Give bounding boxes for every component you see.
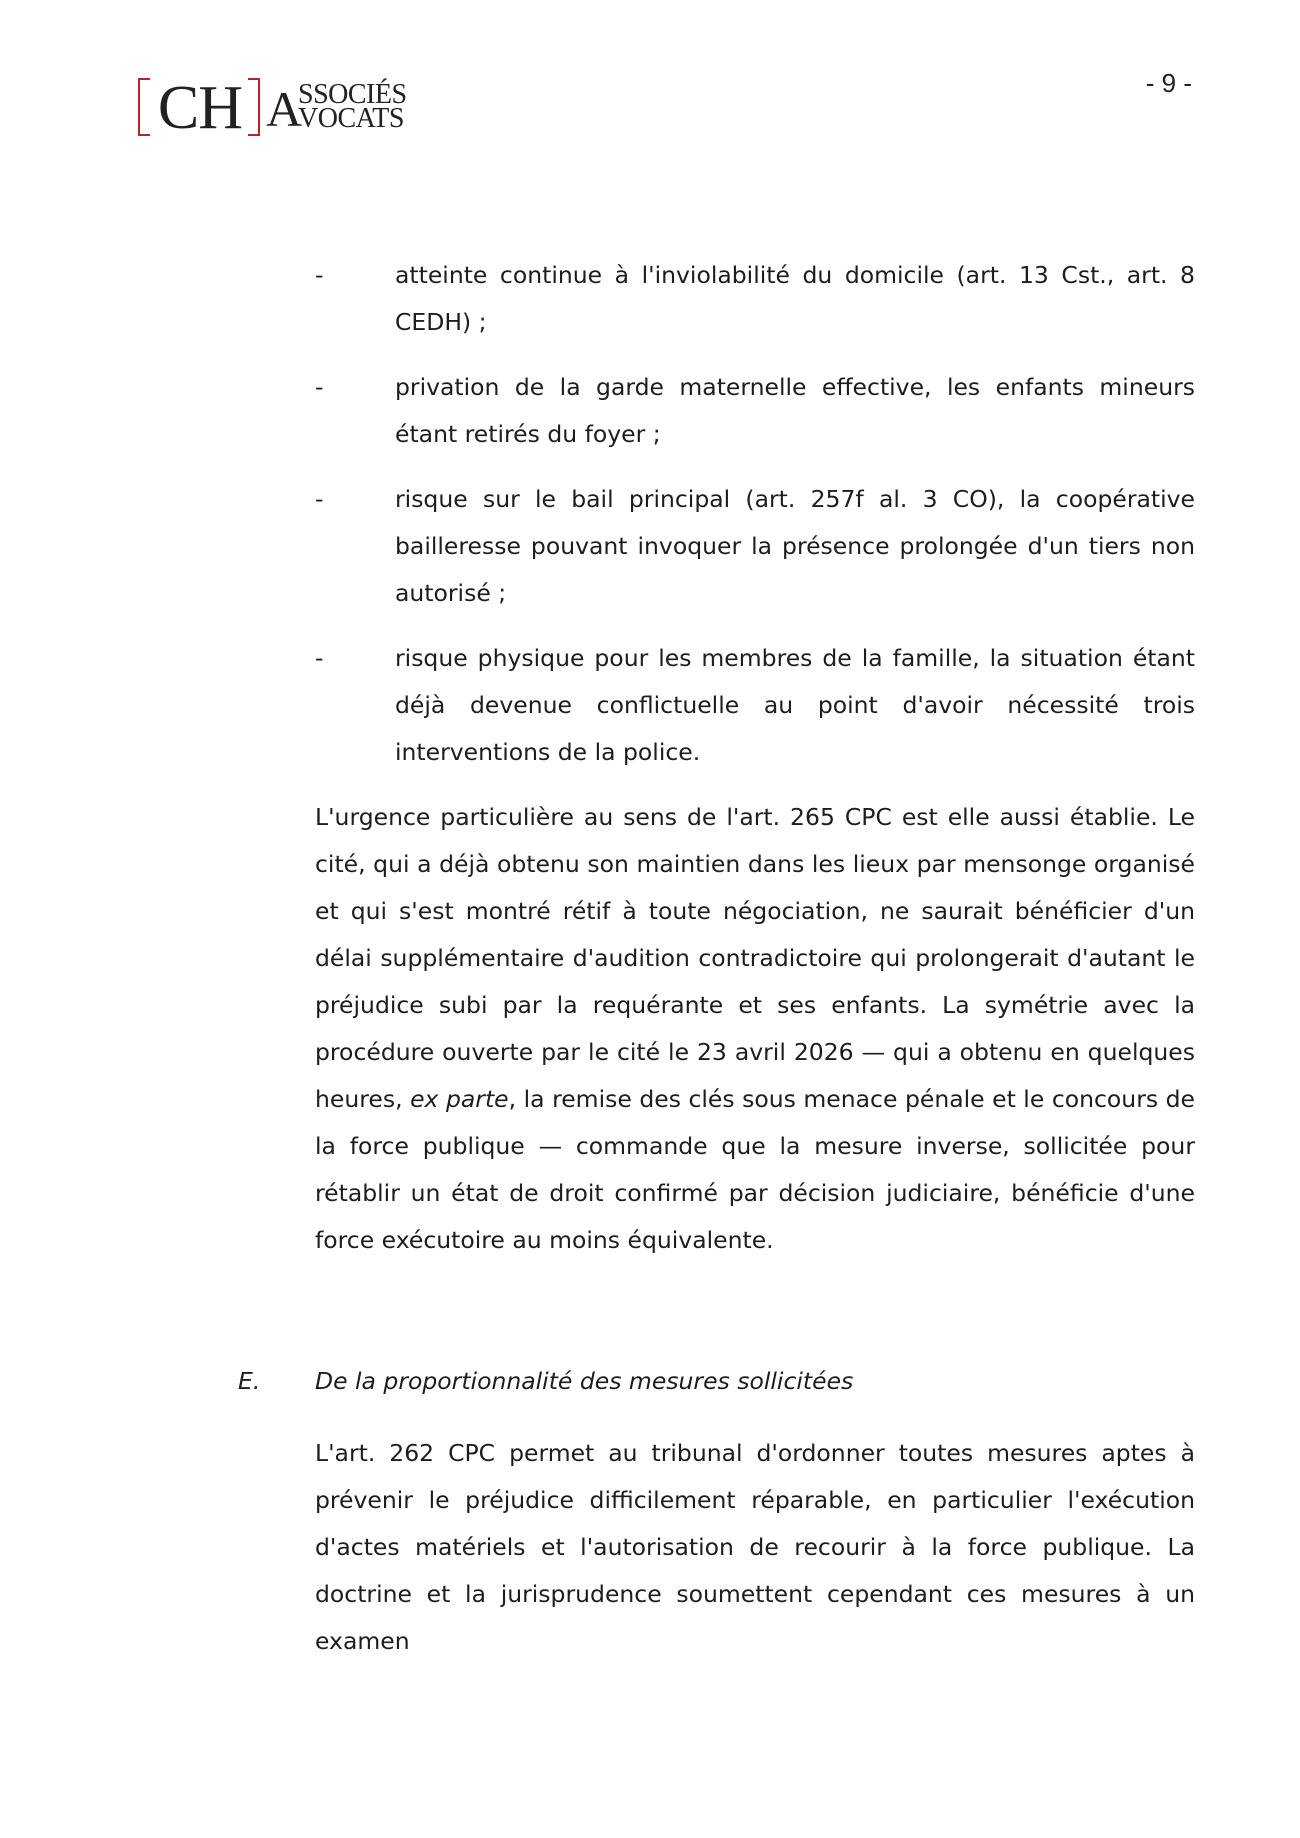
body-content: [315, 252, 1195, 1264]
urgency-text-part1: L'urgence particulière au sens de l'art. 265 CPC est elle aussi établie. Le cité, qui a déjà obtenu son maintien dans les lieux par mensonge organisé et qui s'est montré rétif à toute négociation, ne saurait bénéficier d'un délai supplémentaire d'audition contradictoire qui prolongerait d'autant le préjudice subi par la requérante et ses enfants. La symétrie avec la procédure ouverte par le cité le 23 avril 2026 — qui a obtenu en quelques heures,: [315, 803, 1195, 1113]
bullet-dash: -: [315, 644, 324, 672]
section-body: [315, 1430, 1195, 1665]
logo-bottom-word: VOCATS: [298, 103, 404, 134]
bullet-dash: -: [315, 261, 324, 289]
bullet-text: atteinte continue à l'inviolabilité du domicile (art. 13 Cst., art. 8 CEDH) ;: [395, 261, 1195, 336]
list-item: [315, 476, 1195, 617]
firm-logo: [138, 74, 418, 142]
section-paragraph: L'art. 262 CPC permet au tribunal d'ordonner toutes mesures aptes à prévenir le préjudice difficilement réparable, en particulier l'exécution d'actes matériels et l'autorisation de recourir à la force publique. La doctrine et la jurisprudence soumettent cependant ces mesures à un examen: [315, 1439, 1195, 1655]
logo-initial: A: [266, 81, 303, 137]
logo-ch-letters: CH: [157, 74, 243, 142]
urgency-paragraph: [315, 794, 1195, 1264]
section-letter: E.: [238, 1367, 261, 1395]
list-item: [315, 252, 1195, 346]
list-item: [315, 635, 1195, 776]
urgency-text-part2: , la remise des clés sous menace pénale et le concours de la force publique — commande que la mesure inverse, sollicitée pour rétablir un état de droit confirmé par décision judiciaire, bénéficie d'une force exécutoire au moins équivalente.: [315, 1085, 1195, 1254]
logo-top-word: SSOCIÉS: [298, 79, 407, 110]
bullet-text: risque physique pour les membres de la famille, la situation étant déjà devenue conflictuelle au point d'avoir nécessité trois interventions de la police.: [395, 644, 1195, 766]
section-title: De la proportionnalité des mesures sollicitées: [315, 1367, 854, 1395]
bullet-text: privation de la garde maternelle effective, les enfants mineurs étant retirés du foyer ;: [395, 373, 1195, 448]
page-number: - 9 -: [1145, 68, 1192, 98]
bullet-text: risque sur le bail principal (art. 257f al. 3 CO), la coopérative bailleresse pouvant invoquer la présence prolongée d'un tiers non autorisé ;: [395, 485, 1195, 607]
logo-right-bracket: [248, 78, 260, 136]
list-item: [315, 364, 1195, 458]
bullet-dash: -: [315, 373, 324, 401]
urgency-italic-term: ex parte: [410, 1085, 509, 1113]
bullet-dash: -: [315, 485, 324, 513]
